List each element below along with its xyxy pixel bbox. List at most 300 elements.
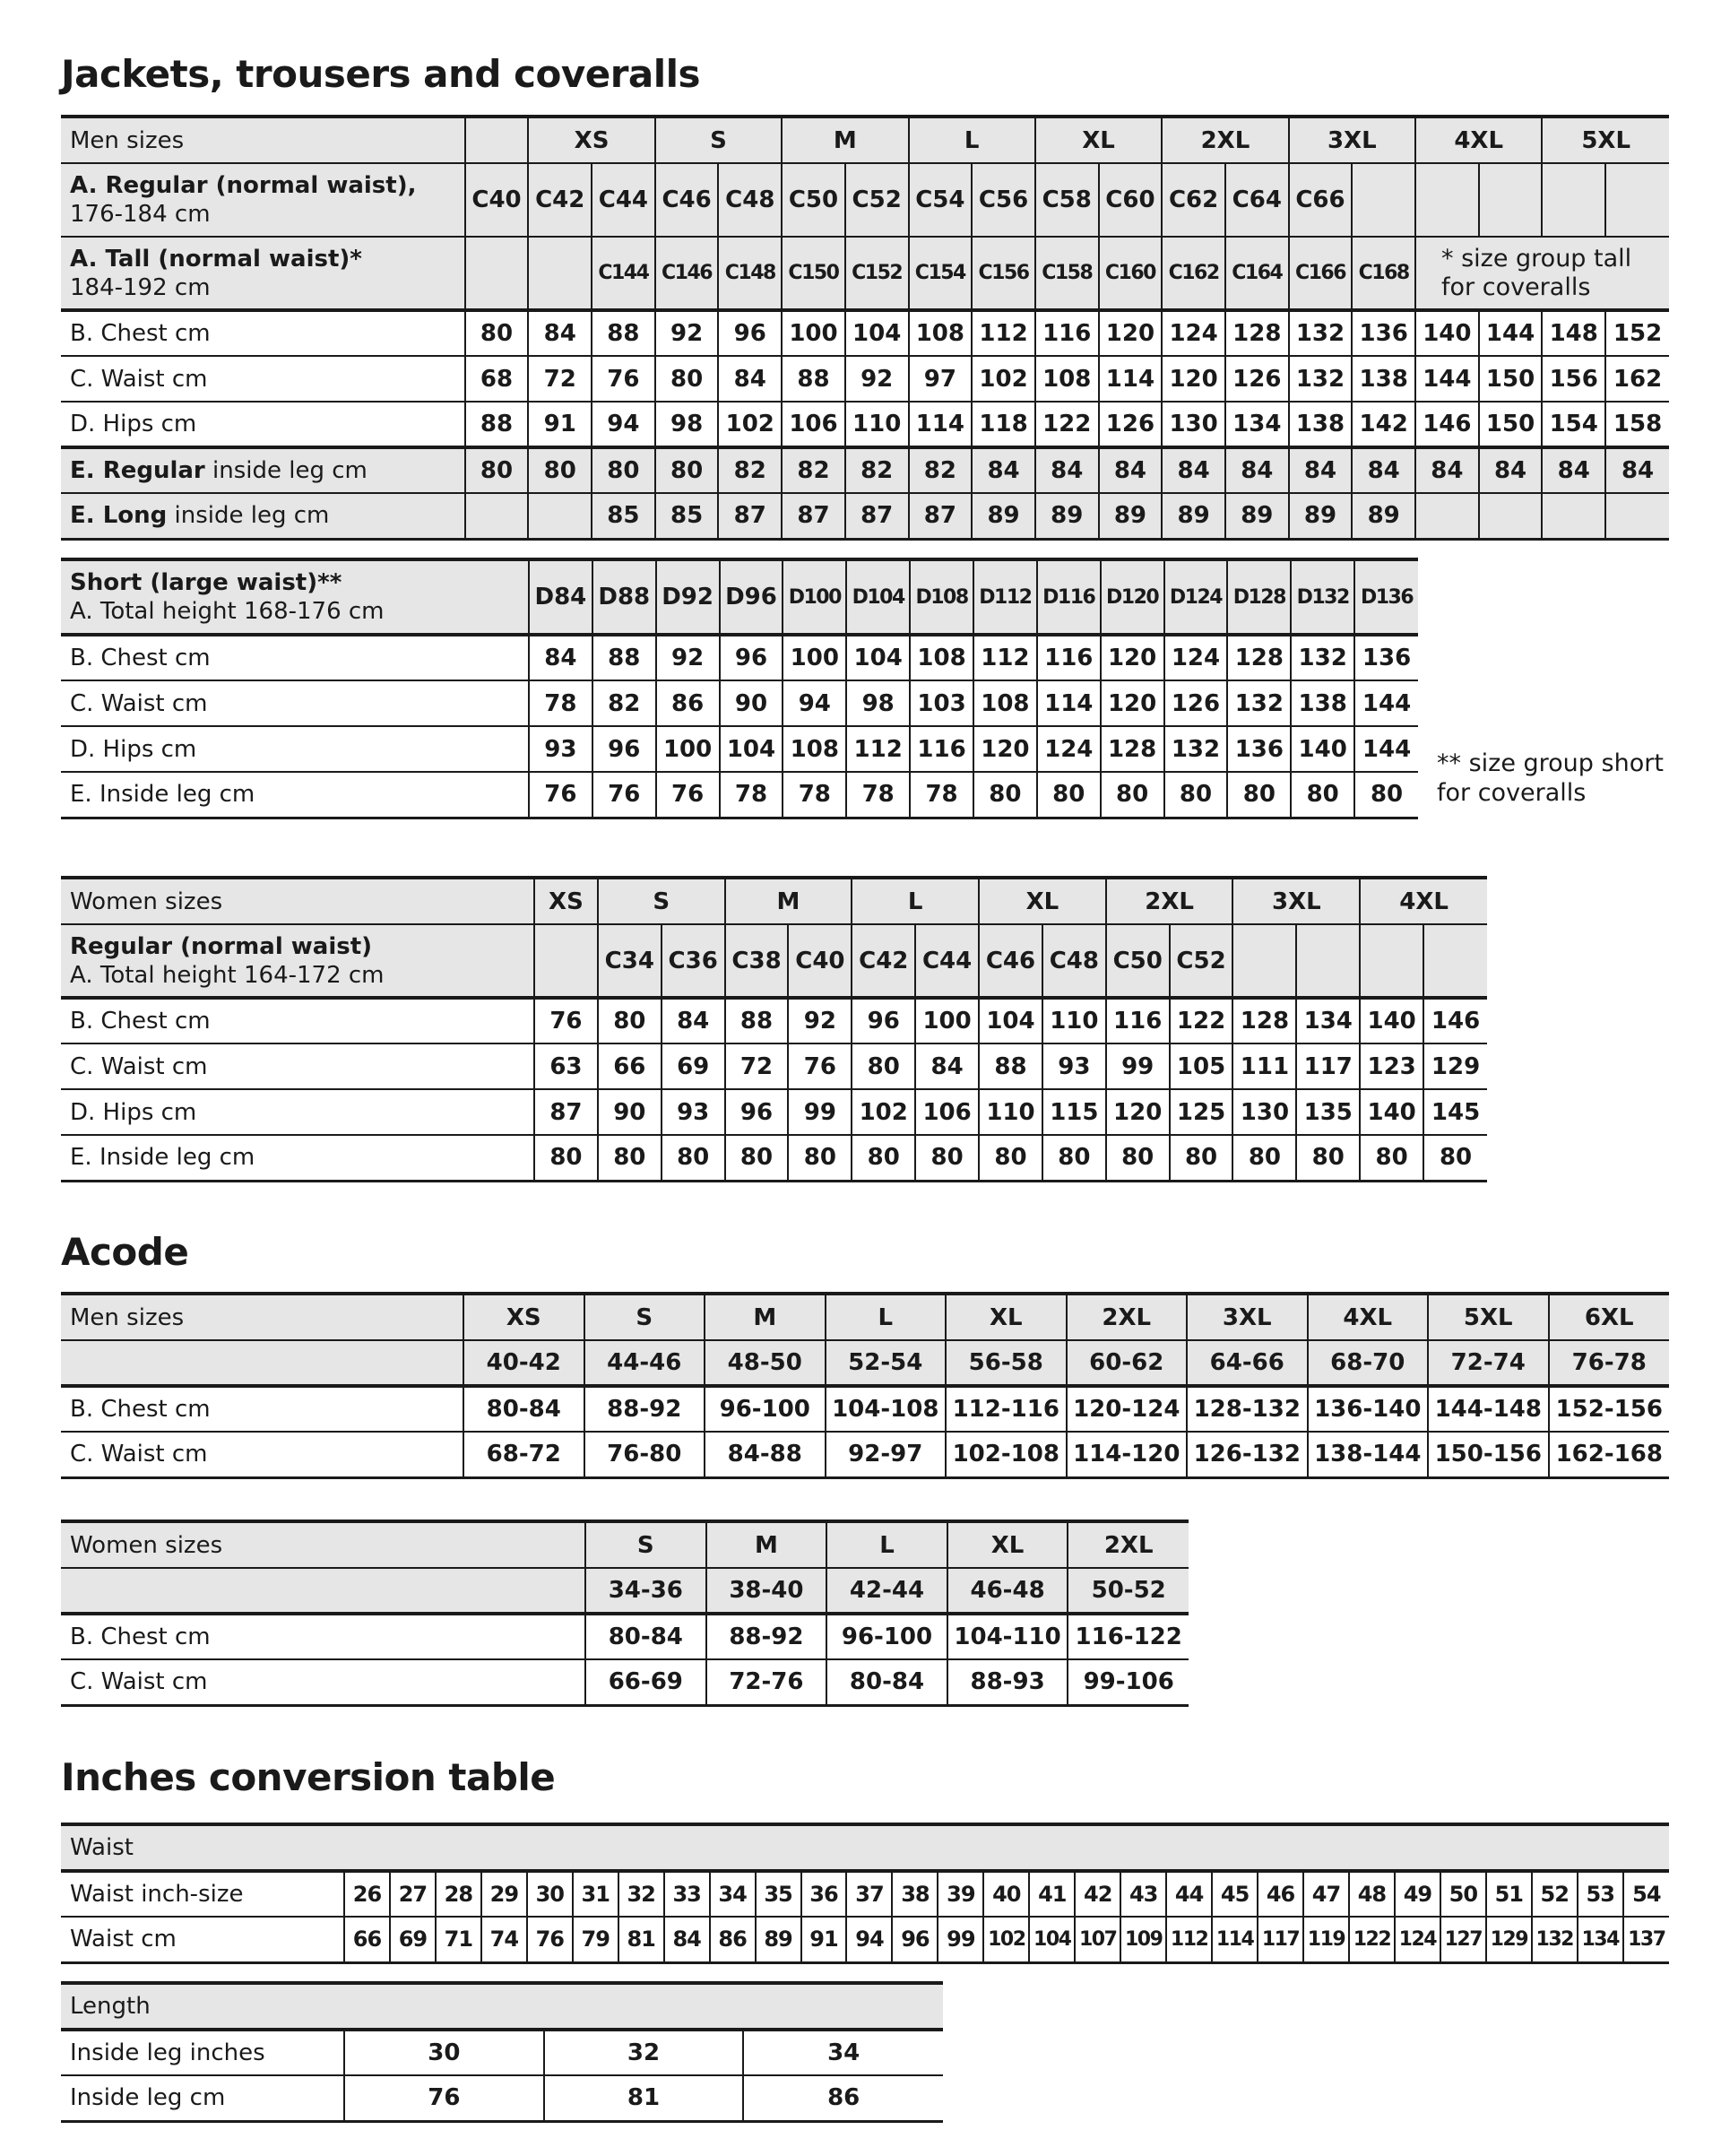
- value-cell: 97: [909, 356, 973, 402]
- value-cell: 150: [1479, 402, 1543, 447]
- size-group-cell: L: [852, 878, 979, 924]
- men-tall-row: [61, 237, 1669, 310]
- value-cell: 115: [1042, 1089, 1106, 1135]
- size-group-cell: 2XL: [1106, 878, 1233, 924]
- value-cell: 130: [1232, 1089, 1296, 1135]
- value-cell: 78: [846, 772, 910, 818]
- size-group-cell: 2XL: [1162, 117, 1288, 163]
- value-cell: 80: [1296, 1135, 1360, 1181]
- value-cell: 120: [973, 726, 1037, 772]
- value-cell: 88: [979, 1043, 1042, 1089]
- value-cell: 137: [1623, 1917, 1669, 1962]
- size-code-cell: D92: [656, 559, 720, 635]
- value-cell: 106: [782, 402, 845, 447]
- size-code-cell: C154: [909, 237, 973, 310]
- value-cell: 108: [910, 635, 973, 680]
- value-cell: 88: [782, 356, 845, 402]
- value-cell: 80: [1101, 772, 1164, 818]
- value-cell: 91: [801, 1917, 847, 1962]
- value-cell: 90: [720, 680, 783, 726]
- value-cell: 80: [662, 1135, 725, 1181]
- size-code-cell: C150: [782, 237, 845, 310]
- value-cell: 120: [1099, 310, 1163, 356]
- size-code-cell: C48: [718, 163, 782, 237]
- size-code-cell: C144: [592, 237, 655, 310]
- value-cell: 89: [1352, 493, 1415, 539]
- value-cell: 84: [1605, 447, 1669, 493]
- value-cell: 127: [1440, 1917, 1486, 1962]
- value-cell: 134: [1225, 402, 1289, 447]
- value-cell: 89: [1162, 493, 1225, 539]
- value-cell: 66: [598, 1043, 662, 1089]
- value-cell: 132: [1227, 680, 1291, 726]
- size-group-cell: M: [782, 117, 908, 163]
- size-group-cell: S: [655, 117, 782, 163]
- value-cell: 140: [1415, 310, 1479, 356]
- value-cell: 80: [592, 447, 655, 493]
- value-cell: 129: [1486, 1917, 1532, 1962]
- size-code-cell: D128: [1227, 559, 1291, 635]
- value-cell: 92: [845, 356, 909, 402]
- value-cell: 124: [1037, 726, 1101, 772]
- value-cell: 112: [1166, 1917, 1212, 1962]
- value-cell: 89: [756, 1917, 801, 1962]
- chest-label: B. Chest cm: [70, 320, 211, 347]
- value-cell: 150: [1479, 356, 1543, 402]
- value-cell: 80: [1232, 1135, 1296, 1181]
- value-cell: 103: [910, 680, 973, 726]
- value-cell: 128: [1225, 310, 1289, 356]
- women-chest-row: [61, 998, 1487, 1043]
- empty-cell: [1232, 924, 1296, 998]
- size-code-cell: D120: [1101, 559, 1164, 635]
- size-code-cell: C40: [788, 924, 852, 998]
- empty-cell: [528, 237, 592, 310]
- value-cell: 88: [465, 402, 529, 447]
- value-cell: 53: [1578, 1871, 1623, 1917]
- value-cell: 117: [1258, 1917, 1303, 1962]
- value-cell: 148: [1542, 310, 1605, 356]
- value-cell: 116: [910, 726, 973, 772]
- value-cell: 81: [618, 1917, 664, 1962]
- value-cell: 90: [598, 1089, 662, 1135]
- acode-women-waist-row: [61, 1659, 1189, 1705]
- value-cell: 114: [1037, 680, 1101, 726]
- value-cell: 138: [1291, 680, 1354, 726]
- value-cell: 130: [1162, 402, 1225, 447]
- short-waist-row: [61, 680, 1418, 726]
- value-cell: 111: [1232, 1043, 1296, 1089]
- value-cell: 93: [1042, 1043, 1106, 1089]
- size-code-cell: 44-46: [584, 1340, 705, 1386]
- size-group-cell: 6XL: [1549, 1294, 1670, 1340]
- value-cell: 76: [592, 356, 655, 402]
- value-cell: 71: [436, 1917, 481, 1962]
- value-cell: 76: [534, 998, 598, 1043]
- empty-cell: [465, 117, 529, 163]
- size-code-cell: 38-40: [706, 1568, 827, 1614]
- size-group-cell: XS: [534, 878, 598, 924]
- value-cell: 102-108: [946, 1432, 1067, 1477]
- size-code-cell: C62: [1162, 163, 1225, 237]
- value-cell: 98: [846, 680, 910, 726]
- value-cell: 156: [1542, 356, 1605, 402]
- men-long-leg-row: [61, 493, 1669, 539]
- value-cell: 104: [846, 635, 910, 680]
- value-cell: 138: [1352, 356, 1415, 402]
- value-cell: 28: [436, 1871, 481, 1917]
- size-group-cell: XL: [979, 878, 1106, 924]
- value-cell: 84: [1162, 447, 1225, 493]
- value-cell: 150-156: [1428, 1432, 1549, 1477]
- value-cell: 99-106: [1068, 1659, 1189, 1705]
- regular-leg-label: E. Regular inside leg cm: [61, 447, 465, 493]
- value-cell: 86: [743, 2075, 943, 2121]
- size-code-cell: 40-42: [463, 1340, 584, 1386]
- value-cell: 76-80: [584, 1432, 705, 1477]
- size-code-cell: D88: [592, 559, 656, 635]
- value-cell: 80: [598, 998, 662, 1043]
- empty-cell: [1542, 493, 1605, 539]
- waist-cm-label: Waist cm: [70, 1926, 177, 1953]
- women-sizes-table: [61, 876, 1487, 1182]
- value-cell: 84: [718, 356, 782, 402]
- men-size-header-row: [61, 117, 1669, 163]
- value-cell: 94: [846, 1917, 892, 1962]
- value-cell: 84: [1289, 447, 1353, 493]
- value-cell: 78: [910, 772, 973, 818]
- size-group-cell: 4XL: [1360, 878, 1487, 924]
- value-cell: 102: [983, 1917, 1029, 1962]
- value-cell: 136: [1352, 310, 1415, 356]
- value-cell: 99: [938, 1917, 983, 1962]
- value-cell: 88: [725, 998, 789, 1043]
- acode-men-waist-row: [61, 1432, 1669, 1477]
- value-cell: 80: [1291, 772, 1354, 818]
- waist-label: C. Waist cm: [70, 365, 208, 393]
- empty-cell: [1415, 493, 1479, 539]
- value-cell: 78: [529, 680, 592, 726]
- value-cell: 92: [788, 998, 852, 1043]
- value-cell: 74: [481, 1917, 527, 1962]
- value-cell: 138-144: [1308, 1432, 1429, 1477]
- value-cell: 124: [1162, 310, 1225, 356]
- value-cell: 92: [655, 310, 719, 356]
- section-title-jackets: Jackets, trousers and coveralls: [61, 52, 701, 96]
- size-group-cell: XL: [946, 1294, 1067, 1340]
- value-cell: 40: [983, 1871, 1029, 1917]
- value-cell: 96: [892, 1917, 938, 1962]
- value-cell: 84: [528, 310, 592, 356]
- value-cell: 114-120: [1067, 1432, 1188, 1477]
- value-cell: 76: [527, 1917, 573, 1962]
- value-cell: 84: [664, 1917, 710, 1962]
- value-cell: 39: [938, 1871, 983, 1917]
- value-cell: 80: [915, 1135, 979, 1181]
- value-cell: 126: [1164, 680, 1228, 726]
- short-footnote: ** size group short for coveralls: [1437, 749, 1664, 807]
- value-cell: 117: [1296, 1043, 1360, 1089]
- value-cell: 88-93: [947, 1659, 1068, 1705]
- long-leg-label: E. Long inside leg cm: [61, 493, 465, 539]
- size-code-cell: 64-66: [1187, 1340, 1308, 1386]
- value-cell: 144: [1479, 310, 1543, 356]
- men-chest-row: [61, 310, 1669, 356]
- value-cell: 108: [1035, 356, 1099, 402]
- size-code-cell: 60-62: [1067, 1340, 1188, 1386]
- value-cell: 132: [1291, 635, 1354, 680]
- value-cell: 88-92: [706, 1614, 827, 1659]
- size-code-cell: C162: [1162, 237, 1225, 310]
- value-cell: 85: [592, 493, 655, 539]
- size-code-cell: C50: [1106, 924, 1170, 998]
- chest-label: B. Chest cm: [70, 645, 211, 671]
- empty-cell: [1352, 163, 1415, 237]
- value-cell: 132: [1289, 356, 1353, 402]
- size-group-cell: M: [725, 878, 852, 924]
- value-cell: 87: [782, 493, 845, 539]
- value-cell: 80: [725, 1135, 789, 1181]
- women-regular-label: Regular (normal waist) A. Total height 164-172 cm: [61, 924, 534, 998]
- size-code-cell: C48: [1042, 924, 1106, 998]
- value-cell: 120: [1101, 680, 1164, 726]
- empty-cell: [1542, 163, 1605, 237]
- size-code-cell: C38: [725, 924, 789, 998]
- value-cell: 54: [1623, 1871, 1669, 1917]
- value-cell: 30: [344, 2030, 544, 2075]
- size-code-cell: C44: [915, 924, 979, 998]
- value-cell: 34: [710, 1871, 756, 1917]
- value-cell: 80: [655, 356, 719, 402]
- value-cell: 80: [1042, 1135, 1106, 1181]
- women-leg-row: [61, 1135, 1487, 1181]
- value-cell: 84: [972, 447, 1035, 493]
- waist-header-row: [61, 1824, 1669, 1871]
- size-group-cell: S: [584, 1294, 705, 1340]
- value-cell: 81: [544, 2075, 744, 2121]
- value-cell: 78: [783, 772, 846, 818]
- size-code-cell: 42-44: [826, 1568, 947, 1614]
- empty-cell: [465, 237, 529, 310]
- value-cell: 120-124: [1067, 1386, 1188, 1432]
- value-cell: 76: [529, 772, 592, 818]
- value-cell: 87: [718, 493, 782, 539]
- value-cell: 33: [664, 1871, 710, 1917]
- value-cell: 82: [845, 447, 909, 493]
- value-cell: 66: [344, 1917, 390, 1962]
- value-cell: 120: [1106, 1089, 1170, 1135]
- waist-label: C. Waist cm: [70, 1052, 208, 1080]
- value-cell: 114: [1099, 356, 1163, 402]
- short-header-row: [61, 559, 1418, 635]
- size-code-cell: C52: [845, 163, 909, 237]
- value-cell: 128: [1101, 726, 1164, 772]
- value-cell: 80-84: [463, 1386, 584, 1432]
- short-leg-row: [61, 772, 1418, 818]
- value-cell: 128-132: [1187, 1386, 1308, 1432]
- value-cell: 47: [1303, 1871, 1349, 1917]
- value-cell: 116-122: [1068, 1614, 1189, 1659]
- men-hips-row: [61, 402, 1669, 447]
- value-cell: 110: [845, 402, 909, 447]
- value-cell: 158: [1605, 402, 1669, 447]
- value-cell: 100: [656, 726, 720, 772]
- waist-cm-row: [61, 1917, 1669, 1962]
- size-group-cell: 5XL: [1428, 1294, 1549, 1340]
- value-cell: 104: [1029, 1917, 1075, 1962]
- waist-inch-label: Waist inch-size: [70, 1881, 244, 1908]
- value-cell: 82: [782, 447, 845, 493]
- size-code-cell: C60: [1099, 163, 1163, 237]
- value-cell: 99: [788, 1089, 852, 1135]
- value-cell: 100: [782, 310, 845, 356]
- acode-women-chest-row: [61, 1614, 1189, 1659]
- value-cell: 82: [909, 447, 973, 493]
- value-cell: 112: [972, 310, 1035, 356]
- acode-men-sizes-label: Men sizes: [61, 1294, 463, 1340]
- value-cell: 87: [845, 493, 909, 539]
- value-cell: 84: [529, 635, 592, 680]
- size-group-cell: 2XL: [1067, 1294, 1188, 1340]
- value-cell: 80: [534, 1135, 598, 1181]
- size-code-cell: C146: [655, 237, 719, 310]
- value-cell: 52: [1532, 1871, 1578, 1917]
- value-cell: 34: [743, 2030, 943, 2075]
- value-cell: 110: [979, 1089, 1042, 1135]
- size-code-cell: D132: [1291, 559, 1354, 635]
- size-group-cell: 4XL: [1415, 117, 1542, 163]
- empty-cell: [528, 493, 592, 539]
- value-cell: 96: [852, 998, 915, 1043]
- women-hips-row: [61, 1089, 1487, 1135]
- size-code-cell: C46: [979, 924, 1042, 998]
- value-cell: 142: [1352, 402, 1415, 447]
- value-cell: 122: [1035, 402, 1099, 447]
- size-code-cell: C158: [1035, 237, 1099, 310]
- value-cell: 104-110: [947, 1614, 1068, 1659]
- acode-women-size-row: [61, 1521, 1189, 1568]
- value-cell: 35: [756, 1871, 801, 1917]
- value-cell: 122: [1349, 1917, 1395, 1962]
- value-cell: 80: [852, 1135, 915, 1181]
- size-group-cell: XS: [463, 1294, 584, 1340]
- value-cell: 88: [592, 635, 656, 680]
- size-code-cell: 34-36: [585, 1568, 706, 1614]
- empty-cell: [1415, 163, 1479, 237]
- value-cell: 76: [344, 2075, 544, 2121]
- value-cell: 68: [465, 356, 529, 402]
- value-cell: 86: [656, 680, 720, 726]
- value-cell: 78: [720, 772, 783, 818]
- size-code-cell: C166: [1289, 237, 1353, 310]
- value-cell: 146: [1423, 998, 1487, 1043]
- size-code-cell: D136: [1354, 559, 1418, 635]
- value-cell: 50: [1440, 1871, 1486, 1917]
- value-cell: 80-84: [826, 1659, 947, 1705]
- value-cell: 146: [1415, 402, 1479, 447]
- value-cell: 27: [390, 1871, 436, 1917]
- value-cell: 80: [528, 447, 592, 493]
- size-code-cell: 68-70: [1308, 1340, 1429, 1386]
- size-group-cell: S: [598, 878, 725, 924]
- value-cell: 102: [852, 1089, 915, 1135]
- value-cell: 66-69: [585, 1659, 706, 1705]
- value-cell: 84: [1479, 447, 1543, 493]
- value-cell: 162: [1605, 356, 1669, 402]
- value-cell: 80: [1423, 1135, 1487, 1181]
- size-code-cell: C36: [662, 924, 725, 998]
- value-cell: 94: [783, 680, 846, 726]
- value-cell: 112-116: [946, 1386, 1067, 1432]
- value-cell: 87: [534, 1089, 598, 1135]
- value-cell: 68-72: [463, 1432, 584, 1477]
- value-cell: 80: [465, 310, 529, 356]
- empty-cell: [465, 493, 529, 539]
- value-cell: 80: [1106, 1135, 1170, 1181]
- waist-label: C. Waist cm: [70, 1441, 208, 1468]
- value-cell: 106: [915, 1089, 979, 1135]
- value-cell: 116: [1035, 310, 1099, 356]
- value-cell: 46: [1258, 1871, 1303, 1917]
- size-code-cell: D124: [1164, 559, 1228, 635]
- size-code-cell: C168: [1352, 237, 1415, 310]
- size-code-cell: D116: [1037, 559, 1101, 635]
- value-cell: 69: [662, 1043, 725, 1089]
- value-cell: 32: [544, 2030, 744, 2075]
- value-cell: 132: [1289, 310, 1353, 356]
- value-cell: 104: [720, 726, 783, 772]
- acode-men-size-row: [61, 1294, 1669, 1340]
- value-cell: 80: [465, 447, 529, 493]
- section-title-inches: Inches conversion table: [61, 1755, 556, 1799]
- value-cell: 80: [1354, 772, 1418, 818]
- size-code-cell: D108: [910, 559, 973, 635]
- value-cell: 92-97: [826, 1432, 947, 1477]
- value-cell: 126: [1099, 402, 1163, 447]
- value-cell: 84: [1542, 447, 1605, 493]
- size-code-cell: C152: [845, 237, 909, 310]
- value-cell: 72-76: [706, 1659, 827, 1705]
- value-cell: 112: [846, 726, 910, 772]
- size-group-cell: 2XL: [1068, 1521, 1189, 1568]
- value-cell: 120: [1101, 635, 1164, 680]
- size-code-cell: 50-52: [1068, 1568, 1189, 1614]
- value-cell: 84: [1352, 447, 1415, 493]
- size-group-cell: M: [706, 1521, 827, 1568]
- value-cell: 89: [1099, 493, 1163, 539]
- waist-header: Waist: [61, 1824, 1669, 1871]
- value-cell: 84: [1415, 447, 1479, 493]
- size-group-cell: 5XL: [1542, 117, 1669, 163]
- size-code-cell: C66: [1289, 163, 1353, 237]
- acode-men-code-row: [61, 1340, 1669, 1386]
- value-cell: 144: [1415, 356, 1479, 402]
- value-cell: 144: [1354, 680, 1418, 726]
- value-cell: 89: [972, 493, 1035, 539]
- value-cell: 144: [1354, 726, 1418, 772]
- leg-label: E. Inside leg cm: [70, 1144, 255, 1172]
- value-cell: 145: [1423, 1089, 1487, 1135]
- size-code-cell: C54: [909, 163, 973, 237]
- value-cell: 80: [1360, 1135, 1423, 1181]
- value-cell: 84: [1225, 447, 1289, 493]
- value-cell: 80: [979, 1135, 1042, 1181]
- value-cell: 93: [529, 726, 592, 772]
- value-cell: 42: [1075, 1871, 1120, 1917]
- value-cell: 98: [655, 402, 719, 447]
- women-size-header-row: [61, 878, 1487, 924]
- value-cell: 138: [1289, 402, 1353, 447]
